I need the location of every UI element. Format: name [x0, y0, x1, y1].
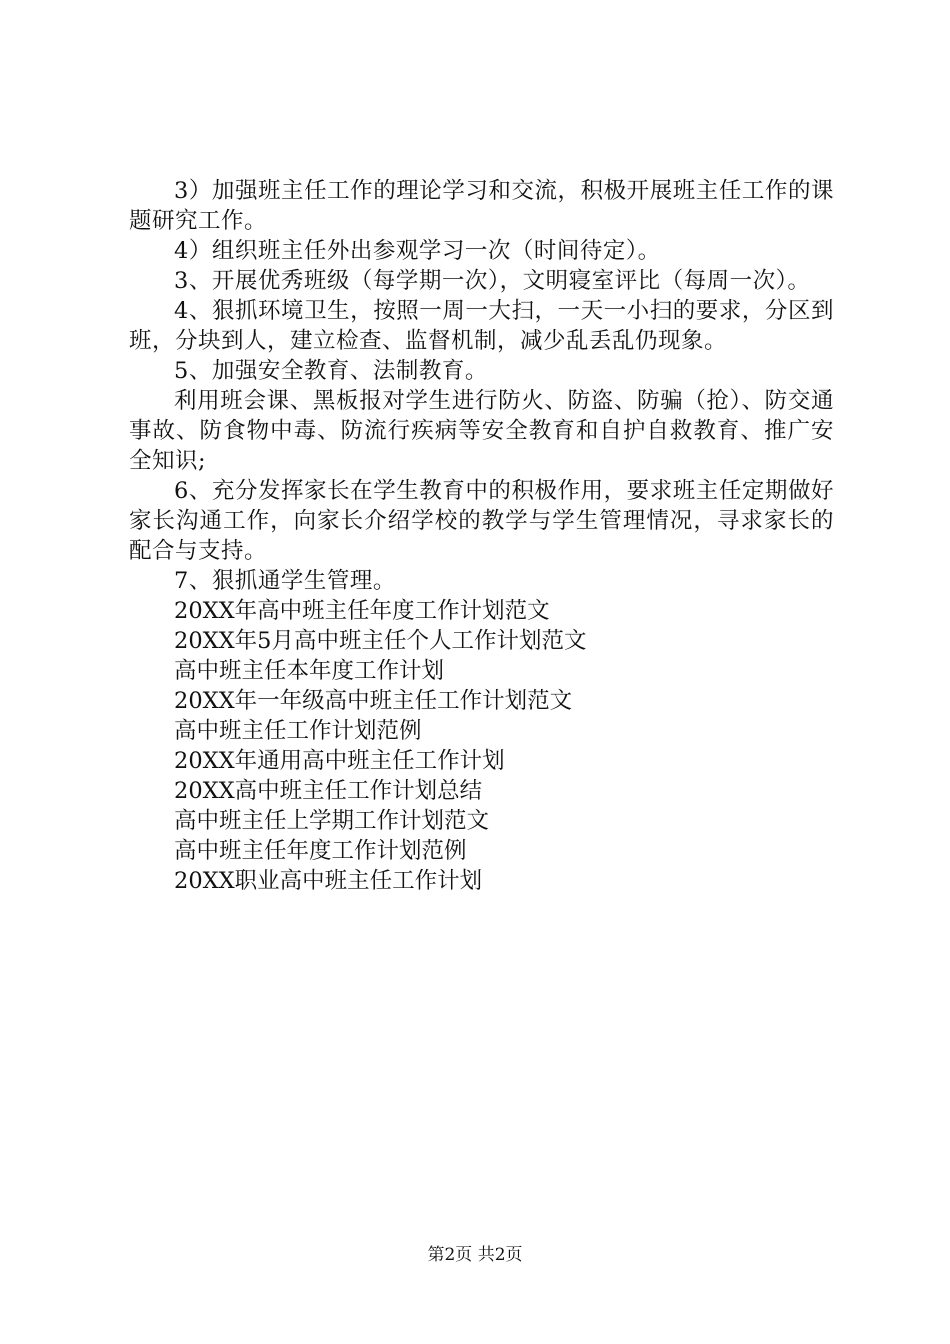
related-title: 20XX年一年级高中班主任工作计划范文 — [174, 688, 573, 714]
paragraph: 利用班会课、黑板报对学生进行防火、防盗、防骗（抢）、防交通事故、防食物中毒、防流行疾病等安全教育和自护自救教育、推广安全知识; — [129, 388, 834, 474]
paragraph: 7、狠抓通学生管理。 — [174, 568, 396, 594]
related-title: 20XX职业高中班主任工作计划 — [174, 868, 483, 894]
document-body — [129, 176, 834, 896]
paragraph: 6、充分发挥家长在学生教育中的积极作用，要求班主任定期做好家长沟通工作，向家长介绍学校的教学与学生管理情况，寻求家长的配合与支持。 — [129, 478, 834, 564]
related-title: 20XX年高中班主任年度工作计划范文 — [174, 598, 550, 624]
paragraph: 3）加强班主任工作的理论学习和交流，积极开展班主任工作的课题研究工作。 — [129, 178, 834, 234]
related-title: 高中班主任工作计划范例 — [174, 718, 422, 744]
page-number-footer: 第2页 共2页 — [427, 1245, 523, 1265]
related-title: 高中班主任年度工作计划范例 — [174, 838, 467, 864]
paragraph: 4）组织班主任外出参观学习一次（时间待定）。 — [174, 238, 661, 264]
related-title: 高中班主任本年度工作计划 — [174, 658, 445, 684]
paragraph: 5、加强安全教育、法制教育。 — [174, 358, 488, 384]
related-title: 20XX高中班主任工作计划总结 — [174, 778, 483, 804]
related-title: 高中班主任上学期工作计划范文 — [174, 808, 490, 834]
related-title: 20XX年通用高中班主任工作计划 — [174, 748, 505, 774]
related-title: 20XX年5月高中班主任个人工作计划范文 — [174, 628, 587, 654]
paragraph: 3、开展优秀班级（每学期一次），文明寝室评比（每周一次）。 — [174, 268, 811, 294]
paragraph: 4、狠抓环境卫生，按照一周一大扫，一天一小扫的要求，分区到班，分块到人，建立检查、监督机制，减少乱丢乱仍现象。 — [129, 298, 834, 354]
